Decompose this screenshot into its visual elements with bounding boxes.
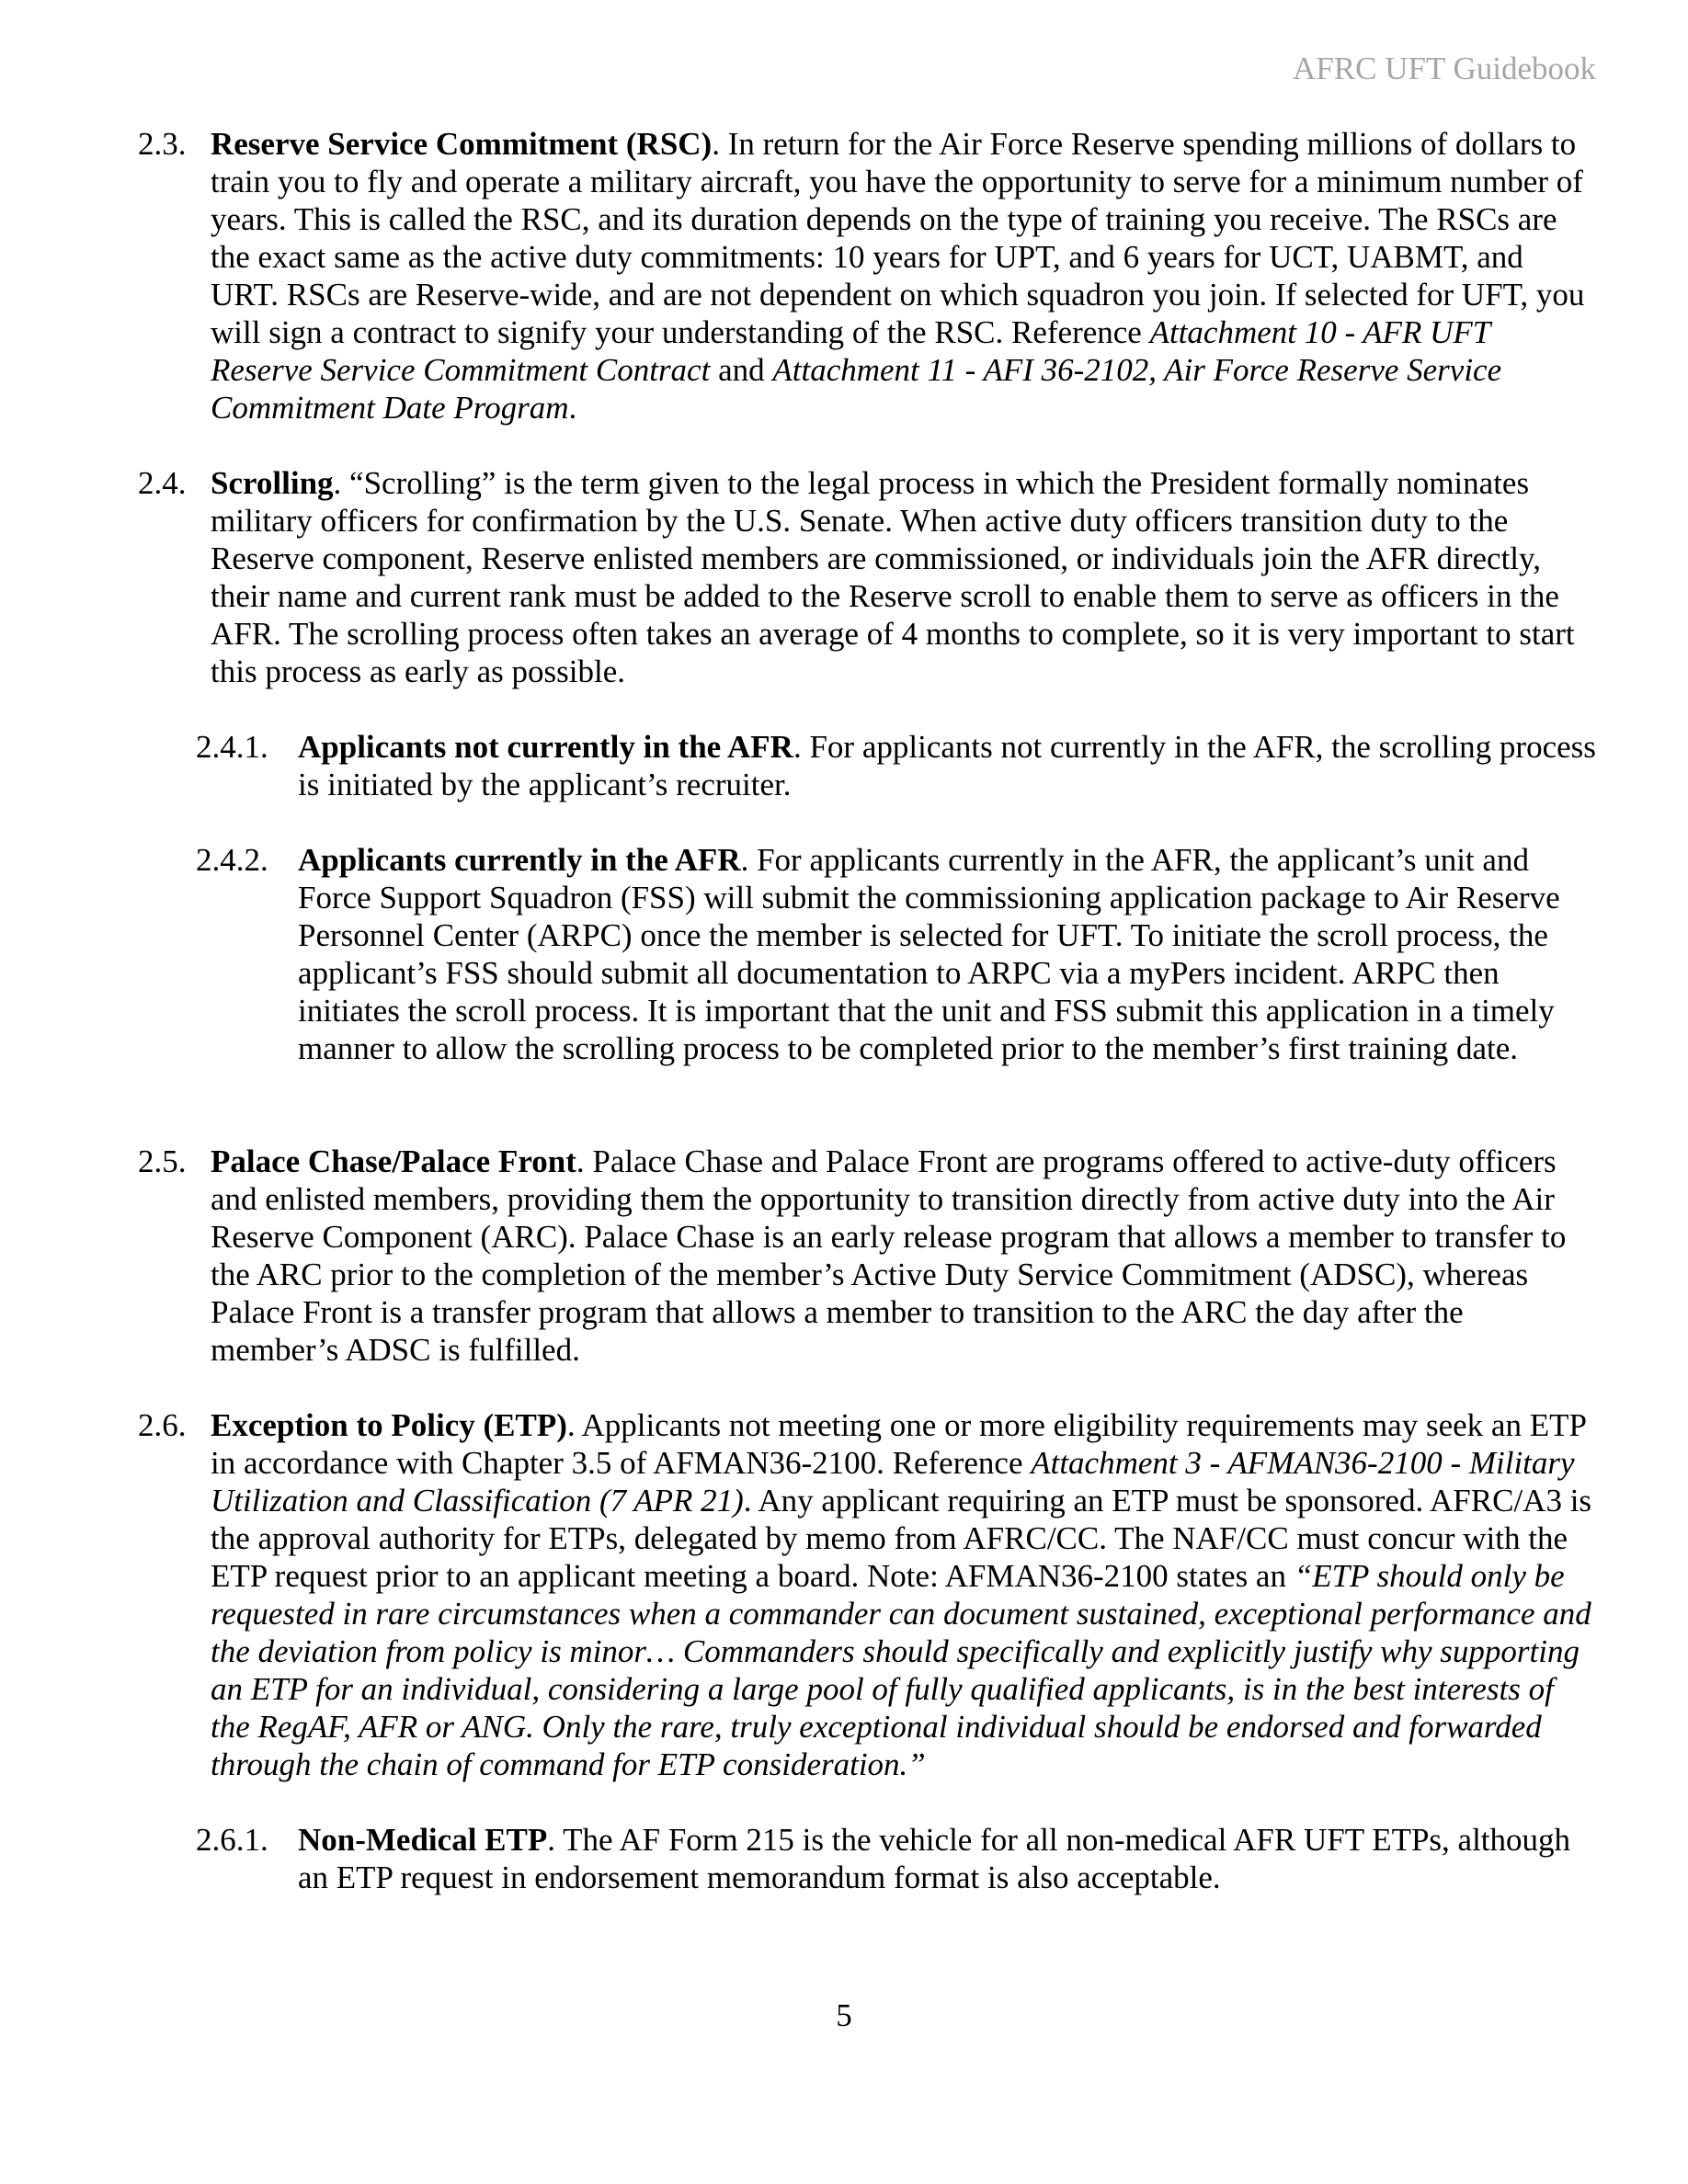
body-text: . For applicants not currently in the AFR, the scrolling process is initiated by the applicant’s recruiter. bbox=[298, 729, 1596, 802]
section-number: 2.3. bbox=[138, 126, 187, 162]
section-text bbox=[298, 728, 1596, 803]
section-number: 2.4. bbox=[138, 465, 187, 501]
body-text: . Any applicant requiring an ETP must be sponsored. AFRC/A3 is the approval authority for ETPs, delegated by memo from AFRC/CC. The NAF/CC must concur with the ETP request prior to an applicant meeting a board. Note: AFMAN36-2100 states an bbox=[211, 1483, 1592, 1594]
section-number: 2.6. bbox=[138, 1407, 187, 1443]
body-text: . In return for the Air Force Reserve spending millions of dollars to train you to fly and operate a military aircraft, you have the opportunity to serve for a minimum number of years. This is called the RSC, and its duration depends on the type of training you receive. The RSCs are the exact same as the active duty commitments: 10 years for UPT, and 6 years for UCT, UABMT, and URT. RSCs are Reserve-wide, and are not dependent on which squadron you join. If selected for UFT, you will sign a contract to signify your understanding of the RSC. Reference bbox=[211, 126, 1585, 350]
section-number: 2.6.1. bbox=[196, 1822, 268, 1858]
body-text: . bbox=[568, 390, 577, 426]
reference-link-text: Attachment 10 - AFR UFT Reserve Service Commitment Contract bbox=[211, 314, 1490, 388]
section-2-4-1 bbox=[0, 728, 1596, 803]
body-text: . For applicants currently in the AFR, the applicant’s unit and Force Support Squadron (FSS) will submit the commissioning application package to Air Reserve Personnel Center (ARPC) once the member is selected for UFT. To initiate the scroll process, the applicant’s FSS should submit all documentation to ARPC via a myPers incident. ARPC then initiates the scroll process. It is important that the unit and FSS submit this application in a timely manner to allow the scrolling process to be completed prior to the member’s first training date. bbox=[298, 842, 1560, 1066]
section-title: Exception to Policy (ETP) bbox=[211, 1407, 567, 1443]
section-number: 2.4.2. bbox=[196, 842, 268, 878]
section-number: 2.4.1. bbox=[196, 729, 268, 765]
body-text: . The AF Form 215 is the vehicle for all non-medical AFR UFT ETPs, although an ETP request in endorsement memorandum format is also acceptable. bbox=[298, 1822, 1571, 1895]
section-title: Non-Medical ETP bbox=[298, 1822, 548, 1858]
section-number: 2.5. bbox=[138, 1143, 187, 1179]
reference-link-text: Attachment 11 - AFI 36-2102, Air Force Reserve Service Commitment Date Program bbox=[211, 352, 1502, 426]
section-title: Applicants currently in the AFR bbox=[298, 842, 741, 878]
section-text bbox=[298, 841, 1596, 1067]
section-text bbox=[298, 1821, 1596, 1896]
body-text: . Palace Chase and Palace Front are programs offered to active-duty officers and enlisted members, providing them the opportunity to transition directly from active duty into the Air Reserve Component (ARC). Palace Chase is an early release program that allows a member to transfer to the ARC prior to the completion of the member’s Active Duty Service Commitment (ADSC), whereas Palace Front is a transfer program that allows a member to transition to the ARC the day after the member’s ADSC is fulfilled. bbox=[211, 1143, 1567, 1368]
section-2-3 bbox=[0, 125, 1596, 427]
body-text: . “Scrolling” is the term given to the legal process in which the President formally nominates military officers for confirmation by the U.S. Senate. When active duty officers transition duty to the Reserve component, Reserve enlisted members are commissioned, or individuals join the AFR directly, their name and current rank must be added to the Reserve scroll to enable them to serve as officers in the AFR. The scrolling process often takes an average of 4 months to complete, so it is very important to start this process as early as possible. bbox=[211, 465, 1575, 689]
section-text bbox=[211, 1406, 1596, 1783]
section-title: Reserve Service Commitment (RSC) bbox=[211, 126, 713, 162]
section-text bbox=[211, 464, 1596, 690]
page-number: 5 bbox=[836, 1997, 852, 2033]
section-2-6-1 bbox=[0, 1821, 1596, 1896]
section-2-6 bbox=[0, 1406, 1596, 1783]
section-title: Scrolling bbox=[211, 465, 334, 501]
section-title: Applicants not currently in the AFR bbox=[298, 729, 793, 765]
section-2-4 bbox=[0, 464, 1596, 690]
running-header: AFRC UFT Guidebook bbox=[1293, 51, 1596, 86]
section-2-4-2 bbox=[0, 841, 1596, 1067]
section-title: Palace Chase/Palace Front bbox=[211, 1143, 576, 1179]
policy-quote: “ETP should only be requested in rare circumstances when a commander can document sustained, exceptional performance and the deviation from policy is minor… Commanders should specifically and explicitly justify why supporting an ETP for an individual, considering a large pool of fully qualified applicants, is in the best interests of the RegAF, AFR or ANG. Only the rare, truly exceptional individual should be endorsed and forwarded through the chain of command for ETP consideration.” bbox=[211, 1558, 1591, 1782]
body-text: . Applicants not meeting one or more eligibility requirements may seek an ETP in accordance with Chapter 3.5 of AFMAN36-2100. Reference bbox=[211, 1407, 1586, 1481]
body-text: and bbox=[710, 352, 773, 388]
section-text bbox=[211, 125, 1596, 427]
section-text bbox=[211, 1143, 1596, 1369]
reference-link-text: Attachment 3 - AFMAN36-2100 - Military Utilization and Classification (7 APR 21) bbox=[211, 1445, 1575, 1519]
section-2-5 bbox=[0, 1143, 1596, 1369]
